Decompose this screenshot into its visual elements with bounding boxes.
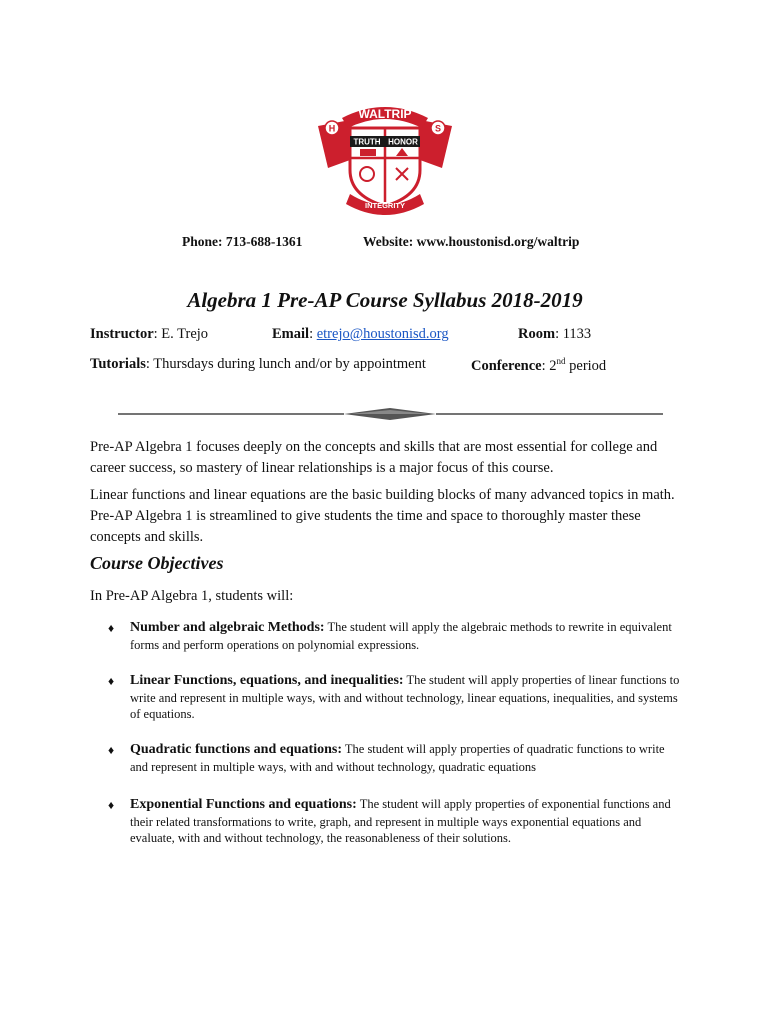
objective-title: Linear Functions, equations, and inequalities: bbox=[130, 673, 404, 688]
diamond-bullet-icon: ♦ bbox=[108, 674, 115, 688]
email-separator: : bbox=[309, 326, 317, 342]
page-title: Algebra 1 Pre-AP Course Syllabus 2018-2019 bbox=[187, 288, 583, 312]
tutorials-label: Tutorials bbox=[90, 356, 146, 372]
conference-value: : 2 bbox=[541, 357, 557, 374]
email-link[interactable]: etrejo@houstonisd.org bbox=[316, 326, 449, 342]
objective-text bbox=[130, 672, 680, 723]
room-label: Room bbox=[518, 326, 556, 342]
crest-letter-h: H bbox=[328, 123, 336, 134]
conference-ordinal: nd bbox=[556, 356, 566, 366]
instructor-label: Instructor bbox=[90, 326, 154, 342]
objective-title: Number and algebraic Methods: bbox=[130, 620, 325, 635]
conference-period: period bbox=[565, 357, 607, 374]
objective-text bbox=[130, 619, 680, 653]
tutorials-value: : Thursdays during lunch and/or by appointment bbox=[145, 356, 426, 372]
crest-motto-truth: TRUTH bbox=[353, 137, 381, 147]
diamond-bullet-icon: ♦ bbox=[108, 798, 115, 812]
conference-info bbox=[471, 356, 606, 375]
conference-label: Conference bbox=[471, 357, 542, 374]
intro-paragraph: Pre-AP Algebra 1 focuses deeply on the concepts and skills that are most essential for college and career success, so mastery of linear relationships is a major focus of this course. bbox=[90, 439, 658, 476]
decorative-divider bbox=[118, 405, 663, 425]
crest-motto-honor: HONOR bbox=[388, 137, 418, 147]
instructor-value: : E. Trejo bbox=[153, 326, 209, 342]
diamond-bullet-icon: ♦ bbox=[108, 743, 115, 757]
objective-title: Exponential Functions and equations: bbox=[130, 797, 357, 812]
objective-description: The student will apply the algebraic methods to rewrite in equivalent forms and perform operations on polynomial expressions. bbox=[130, 620, 672, 652]
objective-text bbox=[130, 741, 680, 775]
objectives-intro: In Pre-AP Algebra 1, students will: bbox=[90, 588, 294, 604]
objective-title: Quadratic functions and equations: bbox=[130, 742, 342, 757]
school-crest-logo bbox=[310, 98, 460, 218]
objective-description: The student will apply properties of exponential functions and their related transformations to write, graph, and represent in multiple ways exponential equations and evaluate, with and without technology, the reasonableness of their solutions. bbox=[130, 797, 671, 845]
phone-number: Phone: 713-688-1361 bbox=[182, 234, 303, 249]
objectives-heading: Course Objectives bbox=[90, 553, 224, 573]
instructor-info bbox=[90, 326, 208, 343]
objective-description: The student will apply properties of linear functions to write and represent in multiple ways, with and without technology, linear equations, inequalities, and systems of equations. bbox=[130, 673, 680, 721]
crest-banner-top: WALTRIP bbox=[358, 107, 412, 121]
crest-banner-bottom: INTEGRITY bbox=[364, 201, 406, 210]
objective-description: The student will apply properties of quadratic functions to write and represent in multiple ways, with and without technology, quadratic equations bbox=[130, 742, 665, 774]
diamond-bullet-icon: ♦ bbox=[108, 621, 115, 635]
email-label: Email bbox=[272, 326, 310, 342]
room-value: : 1133 bbox=[555, 326, 592, 342]
email-info bbox=[272, 326, 449, 343]
objective-text bbox=[130, 796, 680, 847]
room-info bbox=[518, 326, 591, 343]
linear-paragraph: Linear functions and linear equations are the basic building blocks of many advanced topics in math. Pre-AP Algebra 1 is streamlined to give students the time and space to thoroughly master these concepts and skills. bbox=[90, 487, 675, 545]
website-url[interactable]: Website: www.houstonisd.org/waltrip bbox=[363, 234, 580, 249]
crest-letter-s: S bbox=[434, 123, 442, 134]
tutorials-info bbox=[90, 356, 426, 373]
